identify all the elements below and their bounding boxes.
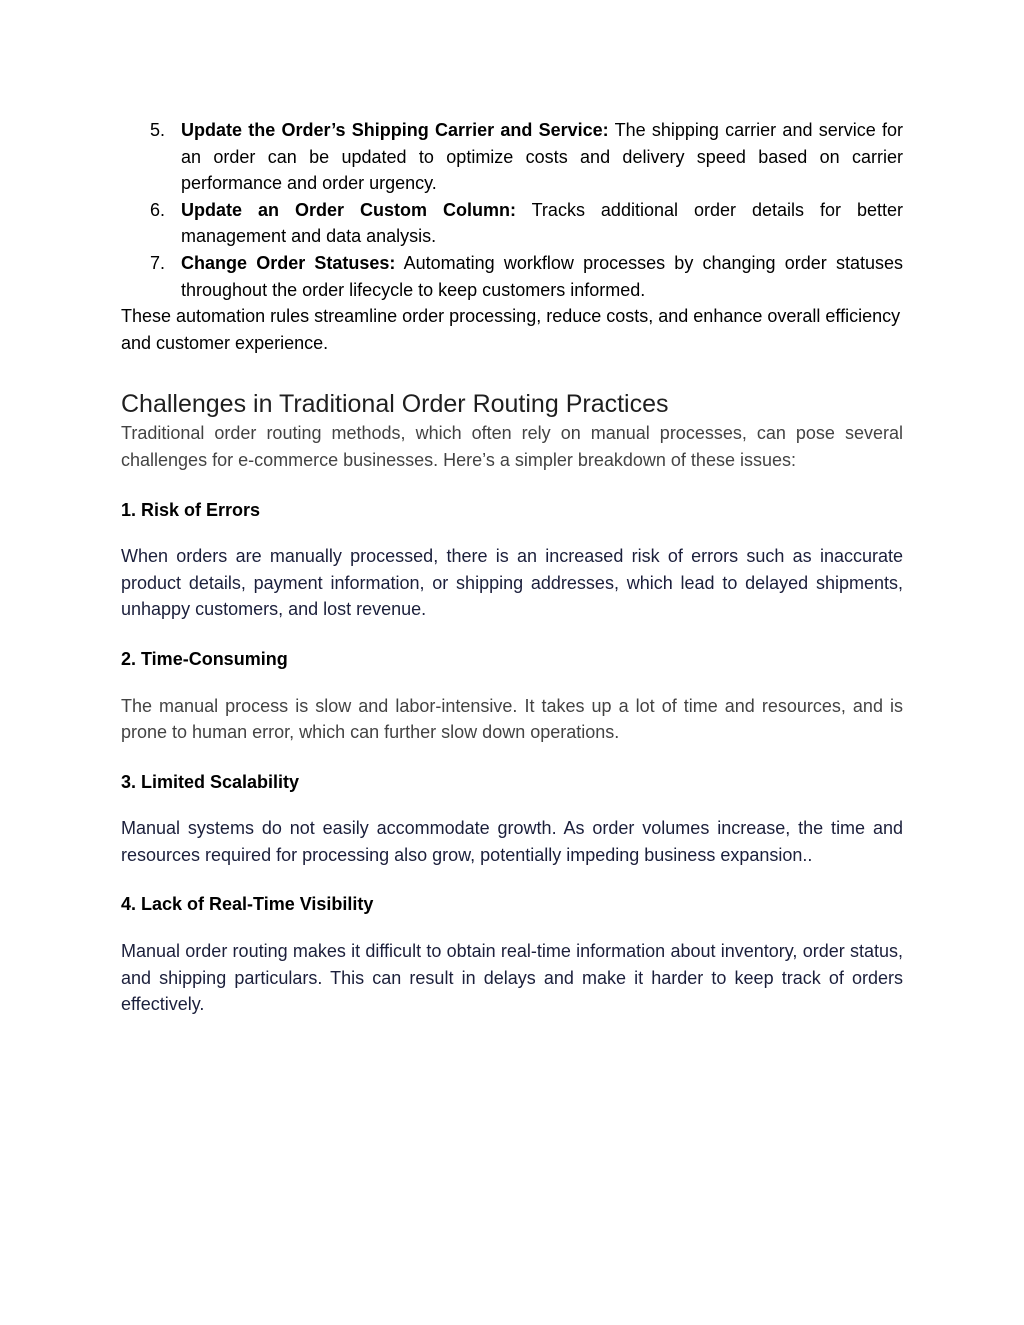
list-item-text: The shipping carrier and service for an order can be updated to optimize costs and delivery speed based on carrier performance and order urgency. — [181, 120, 904, 194]
summary-paragraph: These automation rules streamline order processing, reduce costs, and enhance overall efficiency and customer experience. — [121, 306, 901, 353]
challenge-text: The manual process is slow and labor-intensive. It takes up a lot of time and resources, and is prone to human error, which can further slow down operations. — [121, 695, 903, 743]
challenge-heading: 3. Limited Scalability — [121, 771, 300, 792]
list-item-title: Update the Order’s Shipping Carrier and Service: — [181, 120, 609, 140]
challenge-text: Manual systems do not easily accommodate growth. As order volumes increase, the time and resources required for processing also grow, potentially impeding business expansion.. — [121, 818, 903, 865]
challenge-heading: 2. Time-Consuming — [121, 648, 288, 669]
list-item — [121, 117, 903, 197]
list-item-text: Tracks additional order details for better management and data analysis. — [181, 199, 904, 247]
list-item-title: Update an Order Custom Column: — [181, 199, 516, 220]
section-intro: Traditional order routing methods, which often rely on manual processes, can pose several challenges for e-commerce businesses. Here’s a simpler breakdown of these issues: — [121, 423, 903, 470]
list-item-number: 5. — [150, 120, 166, 140]
list-item-number: 6. — [150, 199, 166, 220]
list-item — [121, 197, 903, 250]
challenge-heading: 4. Lack of Real-Time Visibility — [121, 894, 374, 915]
challenge-text: Manual order routing makes it difficult to obtain real-time information about inventory, order status, and shipping particulars. This can result in delays and make it harder to keep track of orders effectively. — [121, 941, 903, 1015]
section-title: Challenges in Traditional Order Routing Practices — [121, 390, 669, 419]
challenge-text: When orders are manually processed, there is an increased risk of errors such as inaccurate product details, payment information, or shipping addresses, which lead to delayed shipments, unhappy customers, and lost revenue. — [121, 546, 903, 620]
list-item-number: 7. — [150, 252, 166, 273]
list-item-text: Automating workflow processes by changing order statuses throughout the order lifecycle to keep customers informed. — [181, 252, 903, 300]
automation-rules-list — [121, 117, 903, 303]
list-item — [121, 250, 903, 303]
list-item-title: Change Order Statuses: — [181, 252, 396, 273]
challenge-heading: 1. Risk of Errors — [121, 499, 261, 520]
document-page — [121, 117, 903, 1018]
